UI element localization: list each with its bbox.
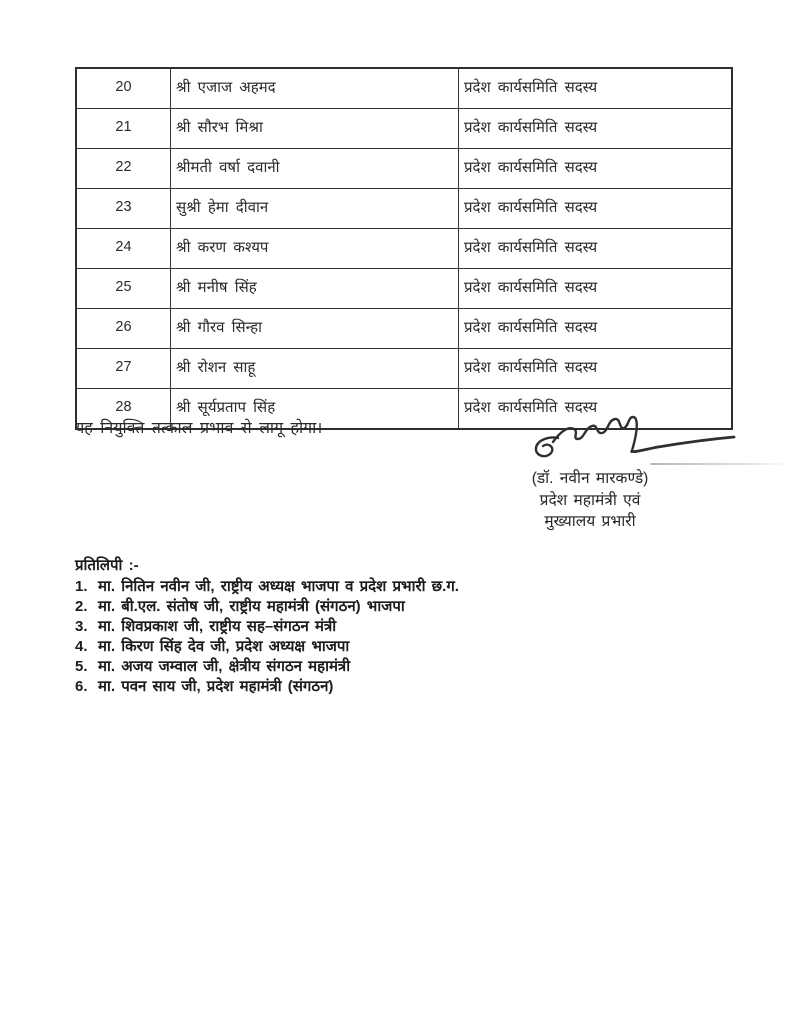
- copy-item: [75, 577, 459, 597]
- copy-item-number: 2.: [75, 598, 88, 615]
- scan-artifact-line: [650, 463, 790, 465]
- member-name: श्री मनीष सिंह: [171, 269, 459, 309]
- handwritten-signature-icon: [522, 403, 742, 465]
- member-name: श्री सूर्यप्रताप सिंह: [171, 389, 459, 430]
- member-name: श्री सौरभ मिश्रा: [171, 109, 459, 149]
- copy-item-text: मा. नितिन नवीन जी, राष्ट्रीय अध्यक्ष भाजपा व प्रदेश प्रभारी छ.ग.: [98, 578, 459, 595]
- copy-item-text: मा. अजय जम्वाल जी, क्षेत्रीय संगठन महामंत्री: [98, 658, 351, 675]
- member-serial: 20: [76, 68, 171, 109]
- member-role: प्रदेश कार्यसमिति सदस्य: [459, 269, 733, 309]
- members-table: [75, 67, 733, 430]
- table-row: [76, 229, 732, 269]
- effective-note: यह नियुक्ति तत्काल प्रभाव से लागू होगा।: [75, 420, 323, 437]
- member-serial: 27: [76, 349, 171, 389]
- member-serial: 28: [76, 389, 171, 430]
- copy-item: [75, 677, 459, 697]
- member-role: प्रदेश कार्यसमिति सदस्य: [459, 149, 733, 189]
- copies-section: [75, 556, 459, 697]
- member-serial: 26: [76, 309, 171, 349]
- table-row: [76, 189, 732, 229]
- signatory-title1: प्रदेश महामंत्री एवं: [539, 491, 641, 509]
- member-name: श्री करण कश्यप: [171, 229, 459, 269]
- member-name: सुश्री हेमा दीवान: [171, 189, 459, 229]
- member-serial: 24: [76, 229, 171, 269]
- member-role: प्रदेश कार्यसमिति सदस्य: [459, 389, 733, 430]
- copy-item-text: मा. शिवप्रकाश जी, राष्ट्रीय सह–संगठन मंत्री: [98, 618, 337, 635]
- member-name: श्री गौरव सिन्हा: [171, 309, 459, 349]
- copy-item-number: 6.: [75, 678, 88, 695]
- table-row: [76, 109, 732, 149]
- member-name: श्री रोशन साहू: [171, 349, 459, 389]
- table-row: [76, 68, 732, 109]
- member-serial: 23: [76, 189, 171, 229]
- copy-item-number: 1.: [75, 578, 88, 595]
- member-name: श्री एजाज अहमद: [171, 68, 459, 109]
- member-name: श्रीमती वर्षा दवानी: [171, 149, 459, 189]
- signatory-block: [498, 468, 682, 533]
- signatory-title2: मुख्यालय प्रभारी: [544, 513, 636, 530]
- table-row: [76, 349, 732, 389]
- member-role: प्रदेश कार्यसमिति सदस्य: [459, 68, 733, 109]
- copy-item: [75, 657, 459, 677]
- copy-item-text: मा. पवन साय जी, प्रदेश महामंत्री (संगठन): [98, 678, 334, 695]
- member-role: प्रदेश कार्यसमिति सदस्य: [459, 109, 733, 149]
- member-role: प्रदेश कार्यसमिति सदस्य: [459, 229, 733, 269]
- table-row: [76, 309, 732, 349]
- member-role: प्रदेश कार्यसमिति सदस्य: [459, 309, 733, 349]
- copy-item: [75, 637, 459, 657]
- member-role: प्रदेश कार्यसमिति सदस्य: [459, 349, 733, 389]
- copy-item-text: मा. किरण सिंह देव जी, प्रदेश अध्यक्ष भाजपा: [98, 638, 350, 655]
- table-row: [76, 149, 732, 189]
- signatory-name: (डॉ. नवीन मारकण्डे): [531, 470, 649, 487]
- table-row: [76, 269, 732, 309]
- member-serial: 21: [76, 109, 171, 149]
- copies-heading: प्रतिलिपी :-: [75, 557, 139, 574]
- copy-item-text: मा. बी.एल. संतोष जी, राष्ट्रीय महामंत्री (संगठन) भाजपा: [98, 598, 405, 615]
- copy-item: [75, 617, 459, 637]
- member-serial: 22: [76, 149, 171, 189]
- member-serial: 25: [76, 269, 171, 309]
- copy-item-number: 4.: [75, 638, 88, 655]
- copy-item-number: 3.: [75, 618, 88, 635]
- copy-item-number: 5.: [75, 658, 88, 675]
- copy-item: [75, 597, 459, 617]
- member-role: प्रदेश कार्यसमिति सदस्य: [459, 189, 733, 229]
